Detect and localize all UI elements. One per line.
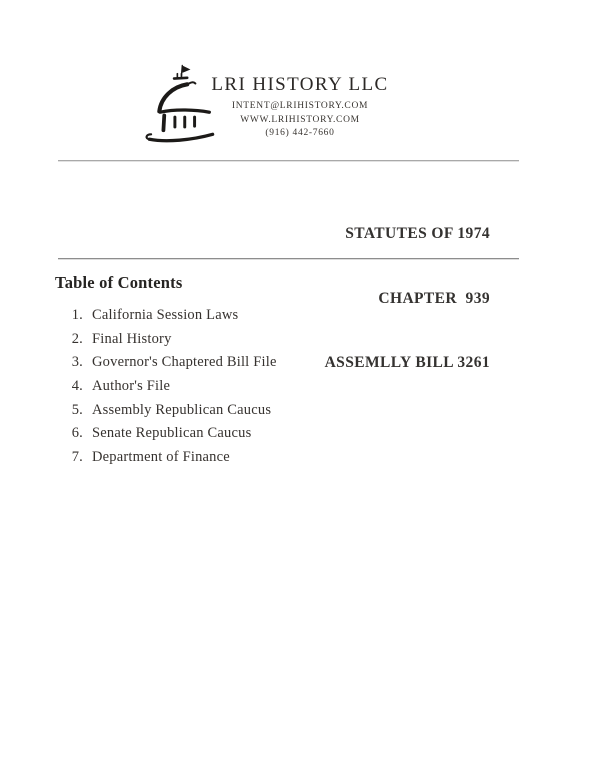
toc-item-label: Governor's Chaptered Bill File	[92, 354, 277, 371]
toc-item	[68, 378, 488, 393]
toc-list	[68, 307, 488, 473]
toc-item	[68, 402, 488, 417]
toc-item-label: Senate Republican Caucus	[92, 425, 252, 442]
company-name: LRI HISTORY LLC	[211, 74, 389, 95]
toc-item-number: 2.	[71, 330, 83, 347]
statutes-line: STATUTES OF 1974	[345, 225, 490, 242]
contact-block	[0, 100, 600, 141]
letterhead	[0, 74, 600, 141]
toc-item-number: 1.	[71, 307, 83, 323]
toc-item-label: Final History	[92, 330, 172, 347]
toc-item-label: Assembly Republican Caucus	[92, 401, 272, 418]
assembly-bill-line: ASSEMLLY BILL 3261	[324, 354, 490, 371]
website-line: WWW.LRIHISTORY.COM	[240, 114, 360, 125]
toc-item-number: 6.	[71, 425, 83, 442]
phone-line: (916) 442-7660	[265, 128, 335, 138]
email-line: INTENT@LRIHISTORY.COM	[231, 101, 369, 111]
toc-item-number: 3.	[71, 354, 83, 371]
toc-item-label: Author's File	[92, 378, 171, 395]
toc-item-number: 7.	[71, 449, 83, 466]
toc-item	[68, 331, 488, 346]
toc-title: Table of Contents	[55, 273, 183, 292]
toc-item-label: Department of Finance	[92, 449, 230, 466]
toc-item-number: 4.	[71, 378, 83, 395]
toc-item	[68, 354, 488, 369]
top-divider	[58, 160, 519, 162]
toc-item-label: California Session Laws	[92, 307, 239, 323]
toc-item-number: 5.	[71, 401, 83, 418]
toc-item	[68, 449, 488, 464]
chapter-line: CHAPTER 939	[378, 289, 490, 307]
toc-item	[68, 307, 488, 322]
toc-item	[68, 425, 488, 440]
